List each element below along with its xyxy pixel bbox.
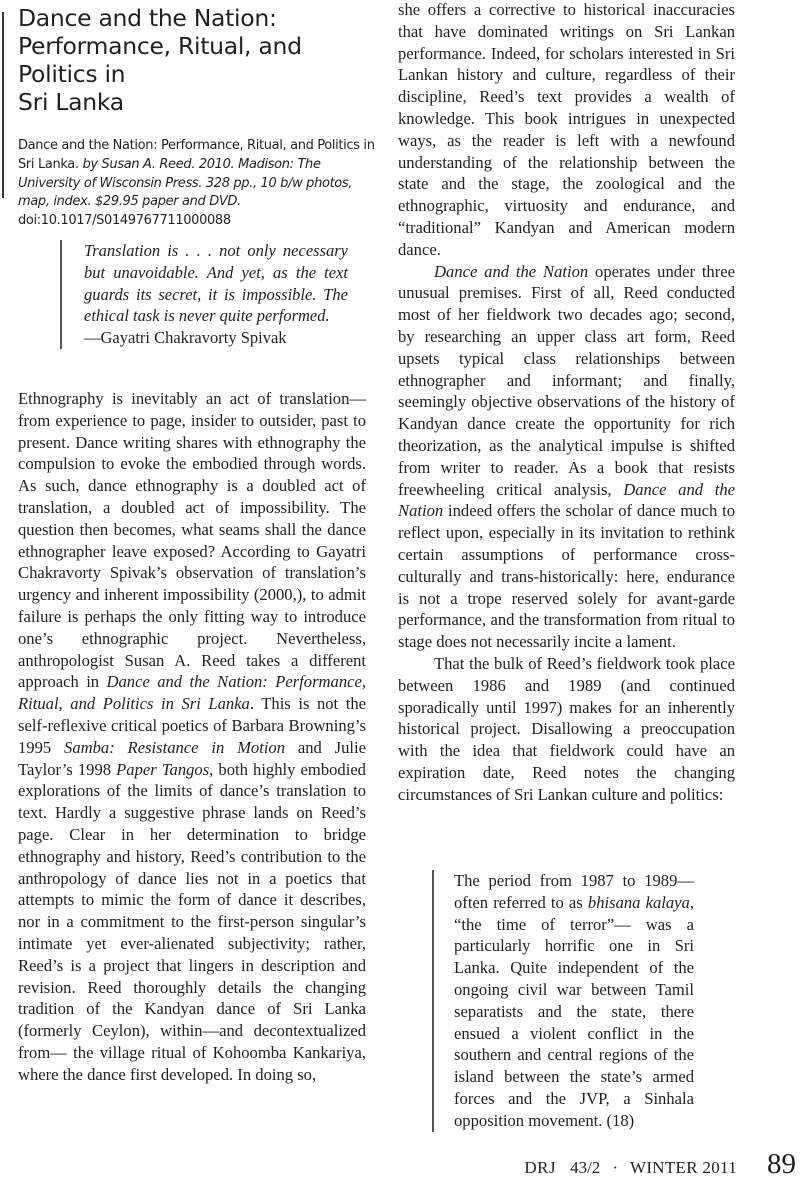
epigraph — [60, 240, 348, 349]
book-title-italic: Dance and the Nation — [398, 479, 735, 521]
journal-season: WINTER 2011 — [629, 1158, 737, 1177]
body-paragraph — [18, 388, 366, 1086]
epigraph-attribution: —Gayatri Chakravorty Spivak — [84, 328, 287, 348]
citation-book-title: Dance and the Nation: Performance, Ritual, and Politics in Sri Lanka. — [18, 138, 375, 172]
text-run: , “the time of terror”— was a particularly horrific one in Sri Lanka. Quite independent of the ongoing civil war between Tamil separatists and the state, there ensued a violent conflict in the southern and central regions of the island between the state’s armed forces and the JVP, a Sinhala opposition movement. (18) — [454, 892, 694, 1130]
text-run: . This is not the self-reflexive critical poetics of Barbara Browning’s 1995 — [18, 694, 366, 757]
journal-abbrev: DRJ — [524, 1158, 557, 1177]
block-quote — [432, 870, 694, 1132]
epigraph-text: Translation is . . . not only necessary but unavoidable. And yet, as the text guards its secret, it is impossible. The ethical task is never quite performed. — [84, 241, 348, 326]
text-run: The period from 1987 to 1989— often referred to as — [454, 871, 694, 912]
review-title — [18, 4, 378, 116]
text-run: indeed offers the scholar of dance much to reflect upon, especially in its invitation to rethink certain assumptions of performance cross-culturally and trans-historically: here, endurance is not a trope reserved solely for avant-garde performance, and the transformation from ritual to stage does not necessarily incite a lament. — [398, 501, 735, 652]
text-run: operates under three unusual premises. First of all, Reed conducted most of her fieldwork two decades ago; second, by researching an upper class art form, Reed upsets typical class relationships between ethnographer and informant; and finally, seemingly objective observations of the history of Kandyan dance create the opportunity for rich theorization, as the analytical impulse is shifted from writer to reader. As a book that resists freewheeling critical analysis, — [398, 261, 735, 499]
citation-publisher-details: Madison: The University of Wisconsin Press. 328 pp., 10 b/w photos, map, index. $29.95 paper and DVD. — [18, 156, 353, 210]
body-column-right — [398, 0, 735, 805]
text-run: Ethnography is inevitably an act of translation— from experience to page, insider to outsider, past to present. Dance writing shares with ethnography the compulsion to evoke the embodied through words. As such, dance ethnography is a doubled act of translation, a doubled act of impossibility. The question then becomes, what seams shall the dance ethnographer leave exposed? According to Gayatri Chakravorty Spivak’s observation of translation’s urgency and inherent impossibility (2000,), to admit failure is perhaps the only fitting way to introduce one’s ethnographic project. Nevertheless, anthropologist Susan A. Reed takes a different approach in — [18, 389, 366, 692]
body-paragraph: she offers a corrective to historical inaccuracies that have dominated writings on Sri Lankan performance. Indeed, for scholars interested in Sri Lankan history and culture, regardless of their discipline, Reed’s text provides a wealth of knowledge. This book intrigues in unexpected ways, as the reader is left with a newfound understanding of the relationship between the state and the stage, the zoological and the ethnographic, virtuosity and endurance, and “traditional” Kandyan and American modern dance. — [398, 0, 735, 259]
title-line: Performance, Ritual, and Politics in — [18, 32, 302, 88]
page-footer — [524, 1148, 796, 1182]
book-title-italic: Dance and the Nation — [434, 261, 589, 281]
journal-volume: 43/2 — [570, 1158, 601, 1177]
review-header — [18, 4, 378, 231]
body-column-left — [18, 388, 366, 1086]
book-title-italic: Paper Tangos — [116, 759, 210, 779]
book-citation — [18, 137, 378, 231]
book-title-italic: Dance and the Nation: Performance, Ritual, and Politics in Sri Lanka — [18, 672, 366, 714]
book-title-italic: Samba: Resistance in Motion — [64, 737, 286, 757]
header-vertical-rule — [2, 12, 4, 198]
footer-separator: · — [612, 1158, 618, 1177]
body-paragraph — [398, 261, 735, 653]
body-paragraph: That the bulk of Reed’s fieldwork took place between 1986 and 1989 (and continued sporadically until 1997) makes for an inherently historical project. Disallowing a preoccupation with the idea that fieldwork could have an expiration date, Reed notes the changing circumstances of Sri Lankan culture and politics: — [398, 653, 735, 804]
citation-author-year: by Susan A. Reed. 2010. — [82, 156, 235, 172]
title-line: Sri Lanka — [18, 88, 124, 116]
text-run: , both highly embodied explorations of the limits of dance’s translation to text. Hardly a suggestive phrase lands on Reed’s page. Clear in her determination to bridge ethnography and history, Reed’s contribution to the anthropology of dance lies not in a poetics that attempts to mimic the form of dance it describes, nor in a commitment to the first-person singular’s intimate yet ever-alienated subjectivity; rather, Reed’s is a project that lingers in description and revision. Reed thoroughly details the changing tradition of the Kandyan dance of Sri Lanka (formerly Ceylon), within—and decontextualized from— the village ritual of Kohoomba Kankariya, where the dance first developed. In doing so, — [18, 759, 366, 1084]
citation-doi[interactable]: doi:10.1017/S0149767711000088 — [18, 213, 231, 229]
text-run: and Julie Taylor’s 1998 — [18, 737, 366, 779]
page-number: 89 — [767, 1148, 796, 1180]
title-line: Dance and the Nation: — [18, 4, 277, 32]
term-italic: bhisana kalaya — [587, 892, 690, 912]
